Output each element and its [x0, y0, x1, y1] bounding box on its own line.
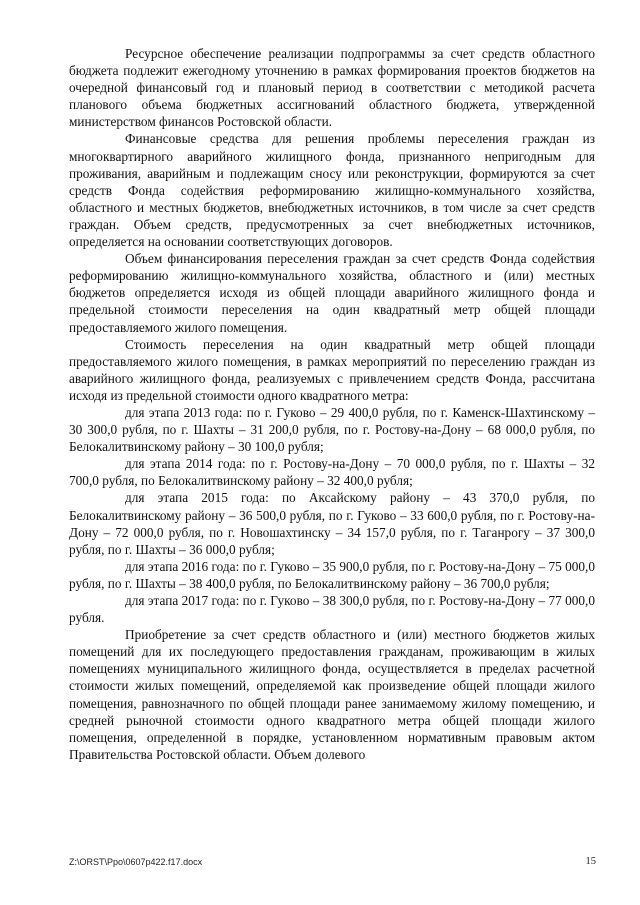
footer-file-path: Z:\ORST\Ppo\0607p422.f17.docx — [69, 857, 203, 867]
paragraph-financing-volume: Объем финансирования переселения граждан за счет средств Фонда содействия реформированию жилищно-коммунального хозяйства, областного и (или) местных бюджетов определяется исходя из общей площади аварийного жилищного фонда и предельной стоимости переселения на один квадратный метр общей площади предоставляемого жилого помещения. — [69, 251, 595, 335]
page-number: 15 — [585, 856, 596, 867]
paragraph-financial-sources: Финансовые средства для решения проблемы переселения граждан из многоквартирного аварийного жилищного фонда, признанного непригодным для проживания, аварийным и подлежащим сносу или реконструкции, формируются за счет средств Фонда содействия реформированию жилищно-коммунального хозяйства, областного и местных бюджетов, внебюджетных источников, в том числе за счет средств граждан. Объем средств, предусмотренных за счет внебюджетных источников, определяется на основании соответствующих договоров. — [69, 131, 595, 250]
paragraph-stage-2015: для этапа 2015 года: по Аксайскому району – 43 370,0 рубля, по Белокалитвинскому району – 36 500,0 рубля, по г. Гуково – 33 600,0 рубля, по г. Ростову-на-Дону – 72 000,0 рубля, по г. Новошахтинску – 34 157,0 рубля, по г. Таганрогу – 37 300,0 рубля, по г. Шахты – 36 000,0 рубля; — [69, 490, 595, 557]
paragraph-resettlement-cost: Стоимость переселения на один квадратный метр общей площади предоставляемого жилого помещения, в рамках мероприятий по переселению граждан из аварийного жилищного фонда, реализуемых с привлечением средств Фонда, рассчитана исходя из предельной стоимости одного квадратного метра: — [69, 336, 595, 403]
document-body — [69, 45, 595, 763]
paragraph-resource-provision: Ресурсное обеспечение реализации подпрограммы за счет средств областного бюджета подлежит ежегодному уточнению в рамках формирования проектов бюджетов на очередной финансовый год и плановый период в соответствии с методикой расчета планового объема бюджетных ассигнований областного бюджета, утвержденной министерством финансов Ростовской области. — [69, 46, 595, 130]
paragraph-stage-2013: для этапа 2013 года: по г. Гуково – 29 400,0 рубля, по г. Каменск-Шахтинскому – 30 300,0 рубля, по г. Шахты – 31 200,0 рубля, по г. Ростову-на-Дону – 68 000,0 рубля, по Белокалитвинскому району – 30 100,0 рубля; — [69, 404, 595, 455]
paragraph-housing-acquisition: Приобретение за счет средств областного и (или) местного бюджетов жилых помещений для их последующего предоставления гражданам, проживающим в жилых помещениях муниципального жилищного фонда, осуществляется в пределах расчетной стоимости жилых помещений, определяемой как произведение общей площади жилого помещения, равнозначного по общей площади ранее занимаемому жилому помещению, и средней рыночной стоимости одного квадратного метра общей площади жилого помещения, определенной в порядке, установленном нормативным правовым актом Правительства Ростовской области. Объем долевого — [69, 627, 595, 762]
paragraph-stage-2014: для этапа 2014 года: по г. Ростову-на-Дону – 70 000,0 рубля, по г. Шахты – 32 700,0 рубля, по Белокалитвинскому району – 32 400,0 рубля; — [69, 456, 595, 489]
paragraph-stage-2016: для этапа 2016 года: по г. Гуково – 35 900,0 рубля, по г. Ростову-на-Дону – 75 000,0 рубля, по г. Шахты – 38 400,0 рубля, по Белокалитвинскому району – 36 700,0 рубля; — [69, 558, 595, 591]
paragraph-stage-2017: для этапа 2017 года: по г. Гуково – 38 300,0 рубля, по г. Ростову-на-Дону – 77 000,0 рубля. — [69, 593, 595, 626]
